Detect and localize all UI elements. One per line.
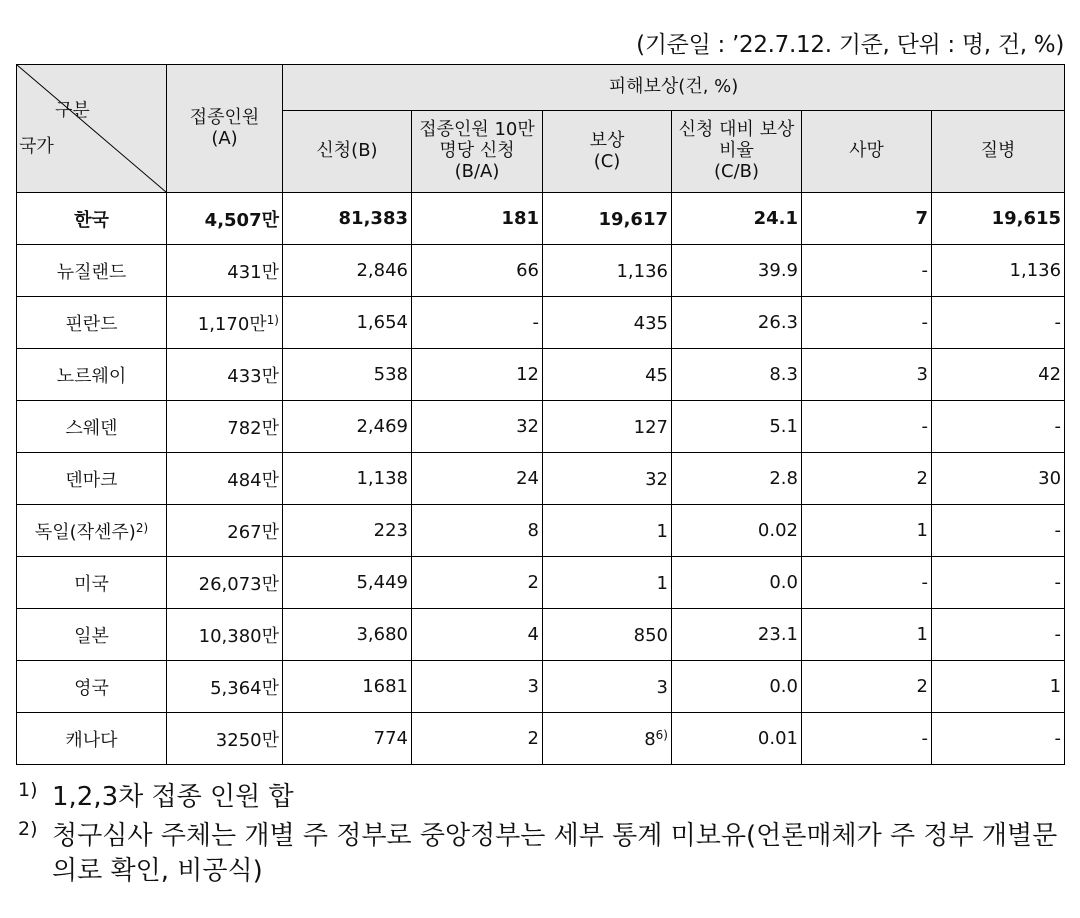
per100k-cell: 66 bbox=[412, 245, 543, 297]
compensated-cell: 435 bbox=[543, 297, 672, 349]
table-body bbox=[17, 193, 1065, 765]
vaccinated-cell: 484만 bbox=[167, 453, 283, 505]
table-row bbox=[17, 245, 1065, 297]
death-cell: - bbox=[802, 297, 932, 349]
per100k-cell: 181 bbox=[412, 193, 543, 245]
ratio-cell: 26.3 bbox=[672, 297, 802, 349]
table-row bbox=[17, 401, 1065, 453]
country-cell: 미국 bbox=[17, 557, 167, 609]
vaccinated-cell: 431만 bbox=[167, 245, 283, 297]
compensated-cell: 127 bbox=[543, 401, 672, 453]
death-cell: - bbox=[802, 713, 932, 765]
unit-note: (기준일 : ’22.7.12. 기준, 단위 : 명, 건, %) bbox=[636, 32, 1064, 58]
footnote-marker: 1) bbox=[266, 312, 279, 327]
header-ratio: 신청 대비 보상 비율 (C/B) bbox=[672, 111, 802, 193]
compensated-cell: 1 bbox=[543, 557, 672, 609]
illness-cell: - bbox=[932, 713, 1065, 765]
country-cell: 영국 bbox=[17, 661, 167, 713]
illness-cell: 1,136 bbox=[932, 245, 1065, 297]
ratio-cell: 39.9 bbox=[672, 245, 802, 297]
footnotes bbox=[18, 780, 1070, 893]
ratio-cell: 23.1 bbox=[672, 609, 802, 661]
footnote-mark: 2) bbox=[18, 818, 38, 841]
footnote bbox=[18, 819, 1070, 889]
table-row bbox=[17, 557, 1065, 609]
applied-cell: 774 bbox=[283, 713, 412, 765]
country-cell: 일본 bbox=[17, 609, 167, 661]
ratio-cell: 8.3 bbox=[672, 349, 802, 401]
illness-cell: - bbox=[932, 505, 1065, 557]
header-vaccinated: 접종인원 (A) bbox=[167, 65, 283, 193]
footnote bbox=[18, 780, 1070, 815]
table-row bbox=[17, 713, 1065, 765]
applied-cell: 538 bbox=[283, 349, 412, 401]
per100k-cell: 24 bbox=[412, 453, 543, 505]
header-death: 사망 bbox=[802, 111, 932, 193]
footnote-text: 1,2,3차 접종 인원 합 bbox=[52, 782, 294, 812]
compensated-cell: 1,136 bbox=[543, 245, 672, 297]
compensated-cell: 8$^{6)}$ bbox=[543, 713, 672, 765]
illness-cell: - bbox=[932, 401, 1065, 453]
vaccinated-cell: 10,380만 bbox=[167, 609, 283, 661]
compensated-cell: 850 bbox=[543, 609, 672, 661]
corner-bottom-label: 국가 bbox=[19, 136, 54, 157]
death-cell: 1 bbox=[802, 609, 932, 661]
compensated-cell: 19,617 bbox=[543, 193, 672, 245]
table-row bbox=[17, 349, 1065, 401]
table-row bbox=[17, 609, 1065, 661]
header-per100k: 접종인원 10만 명당 신청 (B/A) bbox=[412, 111, 543, 193]
corner-header bbox=[17, 65, 167, 193]
illness-cell: - bbox=[932, 297, 1065, 349]
compensation-table bbox=[16, 64, 1065, 765]
vaccinated-cell: 26,073만 bbox=[167, 557, 283, 609]
illness-cell: 30 bbox=[932, 453, 1065, 505]
country-cell: 핀란드 bbox=[17, 297, 167, 349]
ratio-cell: 24.1 bbox=[672, 193, 802, 245]
ratio-cell: 0.02 bbox=[672, 505, 802, 557]
per100k-cell: 32 bbox=[412, 401, 543, 453]
compensated-cell: 32 bbox=[543, 453, 672, 505]
applied-cell: 5,449 bbox=[283, 557, 412, 609]
country-cell: 독일(작센주)$^{2)}$ bbox=[17, 505, 167, 557]
header-damage-comp: 피해보상(건, %) bbox=[283, 65, 1065, 111]
country-cell: 한국 bbox=[17, 193, 167, 245]
header-illness: 질병 bbox=[932, 111, 1065, 193]
vaccinated-cell: 1,170만$^{1)}$ bbox=[167, 297, 283, 349]
header-compensated: 보상 (C) bbox=[543, 111, 672, 193]
death-cell: - bbox=[802, 557, 932, 609]
compensated-cell: 1 bbox=[543, 505, 672, 557]
footnote-text: 청구심사 주체는 개별 주 정부로 중앙정부는 세부 통계 미보유(언론매체가 주 정부 개별문의로 확인, 비공식) bbox=[52, 821, 1058, 887]
death-cell: 2 bbox=[802, 661, 932, 713]
table-row bbox=[17, 297, 1065, 349]
vaccinated-cell: 782만 bbox=[167, 401, 283, 453]
per100k-cell: 2 bbox=[412, 713, 543, 765]
footnote-marker: 2) bbox=[135, 520, 149, 535]
country-cell: 뉴질랜드 bbox=[17, 245, 167, 297]
per100k-cell: 3 bbox=[412, 661, 543, 713]
vaccinated-cell: 4,507만 bbox=[167, 193, 283, 245]
applied-cell: 2,846 bbox=[283, 245, 412, 297]
vaccinated-cell: 267만 bbox=[167, 505, 283, 557]
table-row bbox=[17, 193, 1065, 245]
per100k-cell: 8 bbox=[412, 505, 543, 557]
table-row bbox=[17, 505, 1065, 557]
country-cell: 캐나다 bbox=[17, 713, 167, 765]
illness-cell: 42 bbox=[932, 349, 1065, 401]
illness-cell: 1 bbox=[932, 661, 1065, 713]
ratio-cell: 2.8 bbox=[672, 453, 802, 505]
country-cell: 덴마크 bbox=[17, 453, 167, 505]
applied-cell: 1681 bbox=[283, 661, 412, 713]
vaccinated-cell: 433만 bbox=[167, 349, 283, 401]
applied-cell: 3,680 bbox=[283, 609, 412, 661]
country-cell: 스웨덴 bbox=[17, 401, 167, 453]
diagonal-line bbox=[17, 65, 166, 192]
per100k-cell: - bbox=[412, 297, 543, 349]
vaccinated-cell: 5,364만 bbox=[167, 661, 283, 713]
ratio-cell: 0.0 bbox=[672, 557, 802, 609]
applied-cell: 1,654 bbox=[283, 297, 412, 349]
illness-cell: - bbox=[932, 609, 1065, 661]
table-row bbox=[17, 661, 1065, 713]
per100k-cell: 2 bbox=[412, 557, 543, 609]
ratio-cell: 0.0 bbox=[672, 661, 802, 713]
vaccinated-cell: 3250만 bbox=[167, 713, 283, 765]
applied-cell: 81,383 bbox=[283, 193, 412, 245]
death-cell: 2 bbox=[802, 453, 932, 505]
per100k-cell: 12 bbox=[412, 349, 543, 401]
compensated-cell: 45 bbox=[543, 349, 672, 401]
ratio-cell: 0.01 bbox=[672, 713, 802, 765]
death-cell: 3 bbox=[802, 349, 932, 401]
per100k-cell: 4 bbox=[412, 609, 543, 661]
ratio-cell: 5.1 bbox=[672, 401, 802, 453]
death-cell: 7 bbox=[802, 193, 932, 245]
applied-cell: 1,138 bbox=[283, 453, 412, 505]
compensated-cell: 3 bbox=[543, 661, 672, 713]
death-cell: - bbox=[802, 245, 932, 297]
applied-cell: 223 bbox=[283, 505, 412, 557]
header-applied: 신청(B) bbox=[283, 111, 412, 193]
table-row bbox=[17, 453, 1065, 505]
illness-cell: - bbox=[932, 557, 1065, 609]
footnote-mark: 1) bbox=[18, 779, 38, 801]
illness-cell: 19,615 bbox=[932, 193, 1065, 245]
footnote-marker: 6) bbox=[655, 727, 668, 742]
applied-cell: 2,469 bbox=[283, 401, 412, 453]
country-cell: 노르웨이 bbox=[17, 349, 167, 401]
death-cell: 1 bbox=[802, 505, 932, 557]
death-cell: - bbox=[802, 401, 932, 453]
corner-top-label: 구분 bbox=[55, 100, 90, 121]
